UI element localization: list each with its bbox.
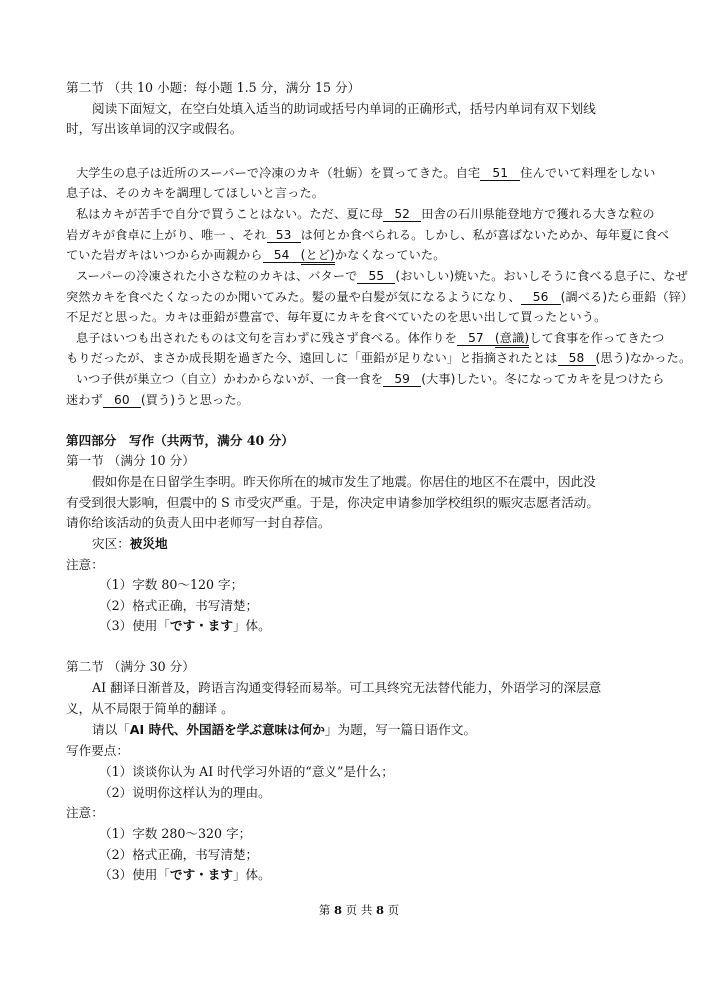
passage-line: 私はカキが苦手で自分で買うことはない。ただ、夏に母 52 田舎の石川県能登地方で獲れる大きな粒の	[76, 207, 655, 221]
passage-line: 突然カキを食べたくなったのか聞いてみた。髪の量や白髪が気になるようになり、 56 (調べる)たら亜鉛（锌）	[66, 290, 694, 304]
passage-line: もりだったが、まさか成長期を過ぎた今、遠回しに「亜鉛が足りない」と指摘されたとは 58 (思う)なかった。	[66, 351, 692, 365]
note-item: （3）使用「です・ます」体。	[99, 867, 271, 882]
passage-line: 不足だと思った。カキは亜鉛が豊富で、毎年夏にカキを食べていたのを思い出して買ったという。	[66, 310, 607, 324]
page-footer: 第 8 页 共 8 页	[318, 903, 400, 917]
passage-line: 岩ガキが食卓に上がり、唯一 、それ 53 は何とか食べられる。しかし、私が喜ばないためか、毎年夏に食べ	[66, 228, 670, 242]
blank-58[interactable]: 58	[558, 351, 596, 366]
note-label: 注意：	[66, 557, 104, 572]
note-item: （3）使用「です・ます」体。	[99, 618, 271, 633]
note-item: （2）格式正确，书写清楚；	[99, 847, 259, 862]
prompt-line: 义，从不局限于简单的翻译 。	[66, 701, 234, 716]
prompt-line: 有受到很大影响，但震中的 S 市受灾严重。于是，你决定申请参加学校组织的赈灾志愿者活动。	[66, 495, 599, 510]
points-label: 写作要点：	[66, 743, 129, 758]
section-heading: 第二节 （共 10 小题：每小题 1.5 分，满分 15 分）	[66, 80, 361, 95]
part-heading: 第四部分 写作（共两节，满分 40 分）	[66, 433, 294, 448]
subsection-heading: 第一节 （满分 10 分）	[66, 453, 195, 468]
target-word-54: (とど)	[301, 248, 335, 265]
passage-line: スーパーの冷凍された小さな粒のカキは、バターで 55 (おいしい)焼いた。おいしそうに食べる息子に、なぜ	[76, 269, 688, 283]
passage-line: ていた岩ガキはいつからか両親から 54 (とど)かなくなっていた。	[66, 246, 446, 264]
passage-line: 息子はいつも出されたものは文句を言わずに残さず食べる。体作りを 57 (意識)して食事を作ってきたつ	[76, 329, 664, 347]
point-item: （2）说明你这样认为的理由。	[99, 785, 271, 800]
instruction-line-1: 阅读下面短文，在空白处填入适当的助词或括号内单词的正确形式，括号内单词有双下划线	[92, 101, 596, 116]
blank-60[interactable]: 60	[103, 393, 141, 408]
instruction-line-2: 时，写出该单词的汉字或假名。	[66, 121, 243, 136]
passage-line: 大学生の息子は近所のスーパーで冷凍のカキ（牡蛎）を買ってきた。自宅 51 住んでいて料理をしない	[76, 166, 656, 180]
blank-56[interactable]: 56	[521, 290, 561, 305]
target-word-57: (意識)	[495, 331, 529, 348]
note-item: （2）格式正确，书写清楚；	[99, 598, 259, 613]
note-label: 注意：	[66, 805, 104, 820]
blank-55[interactable]: 55	[357, 269, 395, 284]
prompt-line: 请你给该活动的负责人田中老师写一封自荐信。	[66, 515, 331, 530]
blank-52[interactable]: 52	[383, 207, 421, 222]
subsection-heading: 第二节 （满分 30 分）	[66, 659, 195, 674]
essay-title: AI 時代、外国語を学ぶ意味は何か	[129, 722, 325, 737]
note-item: （1）字数 280～320 字；	[99, 826, 252, 841]
prompt-line: 假如你是在日留学生李明。昨天你所在的城市发生了地震。你居住的地区不在震中，因此没	[92, 474, 596, 489]
passage-line: 迷わず 60 (買う)うと思った。	[66, 393, 249, 407]
vocab-hint: 灾区：被災地	[92, 536, 168, 551]
note-item: （1）字数 80～120 字；	[99, 577, 244, 592]
passage-line: 息子は、そのカキを調理してほしいと言った。	[66, 186, 325, 200]
point-item: （1）谈谈你认为 AI 时代学习外语的“意义”是什么；	[99, 764, 394, 779]
blank-59[interactable]: 59	[383, 372, 421, 387]
blank-51[interactable]: 51	[480, 166, 520, 181]
passage-line: いつ子供が巣立つ（自立）かわからないが、一食一食を 59 (大事)したい。冬になってカキを見つけたら	[76, 372, 665, 386]
essay-title-line: 请以「AI 時代、外国語を学ぶ意味は何か」为题，写一篇日语作文。	[92, 722, 477, 737]
prompt-line: AI 翻译日渐普及，跨语言沟通变得轻而易举。可工具终究无法替代能力，外语学习的深层意	[92, 680, 602, 695]
blank-53[interactable]: 53	[267, 228, 301, 243]
blank-57[interactable]: 57	[457, 331, 495, 346]
blank-54[interactable]: 54	[263, 248, 301, 263]
